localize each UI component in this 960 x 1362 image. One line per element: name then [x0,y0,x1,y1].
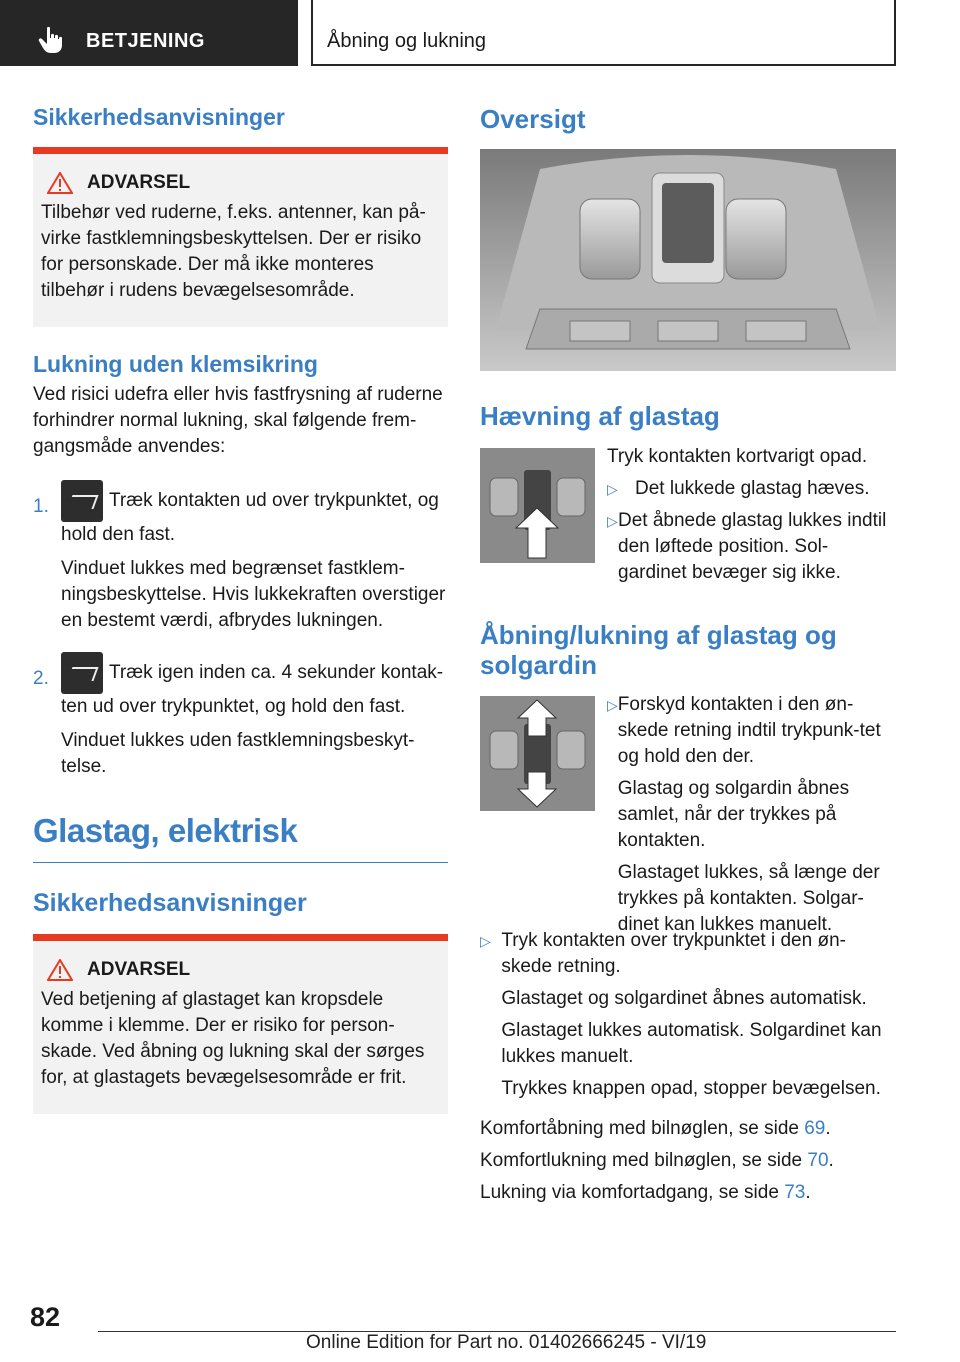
raise-bullet-1 [607,476,896,502]
warning-triangle-icon [47,959,73,981]
ref-text-1: Komfortåbning med bilnøglen, se side [480,1118,805,1139]
raise-section [480,444,896,584]
warning-box-1 [33,147,448,327]
raise-intro: Tryk kontakten kortvarigt opad. [607,446,868,467]
heading-open-close: Åbning/lukning af glastag og solgardin [480,620,837,680]
ref-end-1: . [825,1118,831,1139]
warning-label-1: ADVARSEL [87,172,191,193]
chapter-title-box [311,0,896,66]
raise-bullet-text-2: Det åbnede glastag lukkes indtil den løftede position. Sol-gardinet bevæger sig ikke. [618,510,887,583]
section-label: BETJENING [86,30,205,52]
heading-raise: Hævning af glastag [480,401,720,431]
heading-safety-1: Sikkerhedsanvisninger [33,104,285,130]
raise-bullet-text-1: Det lukkede glastag hæves. [635,478,870,499]
page-link-70[interactable]: 70 [807,1150,829,1171]
closing-intro: Ved risici udefra eller hvis fastfrysning af ruderne forhindrer normal lukning, skal følgende frem-gangsmåde anvendes: [33,384,443,457]
left-column [33,100,448,1114]
step-sub-1: Vinduet lukkes med begrænset fastklem-ningsbeskyttelse. Hvis lukkekraften overstiger en bestemt værdi, afbrydes lukningen. [61,558,446,631]
page-header [0,0,960,66]
window-switch-icon [61,652,103,694]
warning-text-1: Tilbehør ved ruderne, f.eks. antenner, kan på-virke fastklemningsbeskyttelsen. Der er risiko for personskade. Der må ikke monteres tilbehør i rudens bevægelsesområde. [41,202,426,301]
step-number-1: 1. [33,496,49,517]
warning-title-2 [47,959,440,981]
heading-rule [33,862,448,863]
raise-bullet-2 [607,508,896,586]
open-bullet-1 [607,692,896,938]
open-bullet-sub-1: Glastag og solgardin åbnes samlet, når der trykkes på kontakten. [617,778,850,851]
page-link-69[interactable]: 69 [804,1118,826,1139]
switch-push-up-image [480,448,595,563]
ref-text-2: Komfortlukning med bilnøglen, se side [480,1150,808,1171]
hand-pointer-icon [38,26,64,54]
step-text-1: Træk kontakten ud over trykpunktet, og hold den fast. [61,490,439,545]
open-bullet-2 [480,928,896,1102]
heading-overview: Oversigt [480,104,586,134]
ref-text-3: Lukning via komfortadgang, se side [480,1182,785,1203]
open-bullet-sub-2: Glastaget lukkes, så længe der trykkes på kontakten. Solgar-dinet kan lukkes manuelt. [617,862,880,935]
open-bullet-text-2: Tryk kontakten over trykpunktet i den øn-skede retning. [501,930,846,977]
open-bullet-text-1: Forskyd kontakten i den øn-skede retning indtil trykpunk-tet og hold den der. [617,694,881,767]
ref-comfort-open [480,1116,896,1142]
open-section [480,696,896,936]
switch-slide-image [480,696,595,811]
ref-end-2: . [828,1150,834,1171]
step-number-2: 2. [33,668,49,689]
page-number: 82 [30,1302,61,1332]
heading-safety-2: Sikkerhedsanvisninger [33,889,307,917]
window-switch-icon [61,480,103,522]
ref-comfort-close [480,1148,896,1174]
triangle-bullet-icon: ▷ [607,481,618,497]
open-bullet2-sub-2: Glastaget lukkes automatisk. Solgardinet kan lukkes manuelt. [501,1020,882,1067]
triangle-bullet-icon: ▷ [607,513,618,529]
page-link-73[interactable]: 73 [784,1182,806,1203]
ref-comfort-access [480,1180,896,1206]
chapter-title: Åbning og lukning [327,30,487,52]
triangle-bullet-icon: ▷ [480,933,491,949]
warning-text-2: Ved betjening af glastaget kan kropsdele komme i klemme. Der er risiko for person-skade. Ved åbning og lukning skal der sørges for, at glastagets bevægelsesområde er frit. [41,989,425,1088]
section-tab [0,0,298,66]
open-bullet2-sub-1: Glastaget og solgardinet åbnes automatisk. [501,988,867,1009]
warning-label-2: ADVARSEL [87,959,191,980]
ref-end-3: . [805,1182,811,1203]
open-bullet2-sub-3: Trykkes knappen opad, stopper bevægelsen. [501,1078,881,1099]
triangle-bullet-icon: ▷ [607,697,618,713]
warning-triangle-icon [47,172,73,194]
step-1 [33,480,448,634]
step-sub-2: Vinduet lukkes uden fastklemningsbeskyt-telse. [61,730,415,777]
step-2 [33,652,448,780]
step-text-2: Træk igen inden ca. 4 sekunder kontak-ten ud over trykpunktet, og hold den fast. [61,662,444,717]
heading-closing: Lukning uden klemsikring [33,351,318,377]
right-column [480,100,896,1206]
warning-box-2 [33,934,448,1114]
roof-console-image [480,149,896,371]
heading-glass-roof: Glastag, elektrisk [33,812,298,849]
footer-edition: Online Edition for Part no. 01402666245 - VI/19 [306,1332,707,1353]
warning-title-1 [47,172,440,194]
